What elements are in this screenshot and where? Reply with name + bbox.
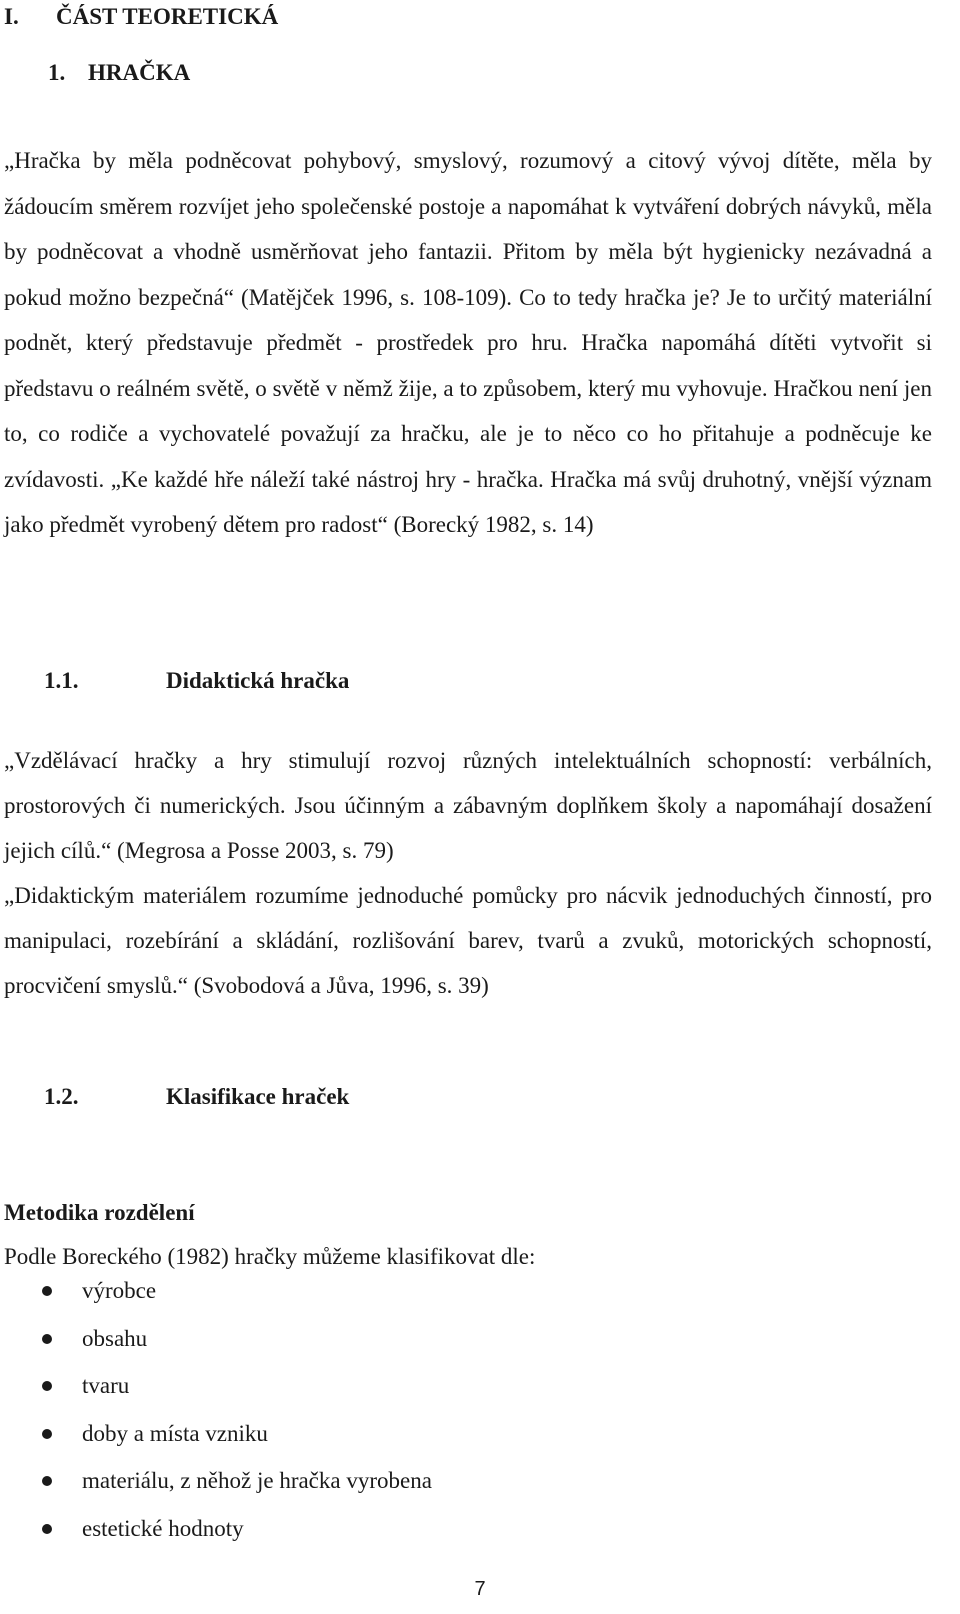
chapter-heading: [4, 2, 278, 32]
bullet-icon: [42, 1476, 52, 1486]
subsection-number: 1.2.: [44, 1084, 79, 1109]
method-subheading: Metodika rozdělení: [4, 1200, 195, 1225]
bullet-icon: [42, 1381, 52, 1391]
chapter-number: I.: [4, 4, 19, 29]
list-item: výrobce: [0, 1276, 432, 1324]
subsection-heading-didactic: [44, 666, 349, 696]
bullet-icon: [42, 1286, 52, 1296]
bullet-icon: [42, 1524, 52, 1534]
list-item: doby a místa vzniku: [0, 1419, 432, 1467]
list-item: obsahu: [0, 1324, 432, 1372]
subsection-heading-classification: [44, 1082, 349, 1112]
subsection-title: Klasifikace hraček: [166, 1084, 350, 1109]
page-number: 7: [474, 1578, 486, 1600]
list-item: tvaru: [0, 1371, 432, 1419]
classification-list: [0, 1276, 432, 1561]
list-item: materiálu, z něhož je hračka vyrobena: [0, 1466, 432, 1514]
didactic-paragraph-2: „Didaktickým materiálem rozumíme jednoduché pomůcky pro nácvik jednoduchých činností, pro manipulaci, rozebírání a skládání, rozlišování barev, tvarů a zvuků, motorických schopností, procvičení smyslů.“ (Svobodová a Jůva, 1996, s. 39): [4, 883, 932, 998]
bullet-icon: [42, 1334, 52, 1344]
bullet-icon: [42, 1429, 52, 1439]
list-item: estetické hodnoty: [0, 1514, 432, 1562]
section-number: 1.: [48, 60, 66, 85]
subsection-title: Didaktická hračka: [166, 668, 350, 693]
subsection-number: 1.1.: [44, 668, 79, 693]
section-heading: [48, 58, 190, 88]
classification-lead: Podle Boreckého (1982) hračky můžeme klasifikovat dle:: [4, 1244, 536, 1269]
section-title: HRAČKA: [88, 60, 191, 85]
didactic-paragraph-1: „Vzdělávací hračky a hry stimulují rozvoj různých intelektuálních schopností: verbálních, prostorových či numerických. Jsou účinným a zábavným doplňkem školy a napomáhají dosažení jejich cílů.“ (Megrosa a Posse 2003, s. 79): [4, 748, 932, 863]
chapter-title: ČÁST TEORETICKÁ: [56, 4, 279, 29]
intro-paragraph: „Hračka by měla podněcovat pohybový, smyslový, rozumový a citový vývoj dítěte, měla by žádoucím směrem rozvíjet jeho společenské postoje a napomáhat k vytváření dobrých návyků, měla by podněcovat a vhodně usměrňovat jeho fantazii. Přitom by měla být hygienicky nezávadná a pokud možno bezpečná“ (Matějček 1996, s. 108-109). Co to tedy hračka je? Je to určitý materiální podnět, který představuje předmět - prostředek pro hru. Hračka napomáhá dítěti vytvořit si představu o reálném světě, o světě v němž žije, a to způsobem, který mu vyhovuje. Hračkou není jen to, co rodiče a vychovatelé považují za hračku, ale je to něco co ho přitahuje a podněcuje ke zvídavosti. „Ke každé hře náleží také nástroj hry - hračka. Hračka má svůj druhotný, vnější význam jako předmět vyrobený dětem pro radost“ (Borecký 1982, s. 14): [4, 148, 932, 537]
